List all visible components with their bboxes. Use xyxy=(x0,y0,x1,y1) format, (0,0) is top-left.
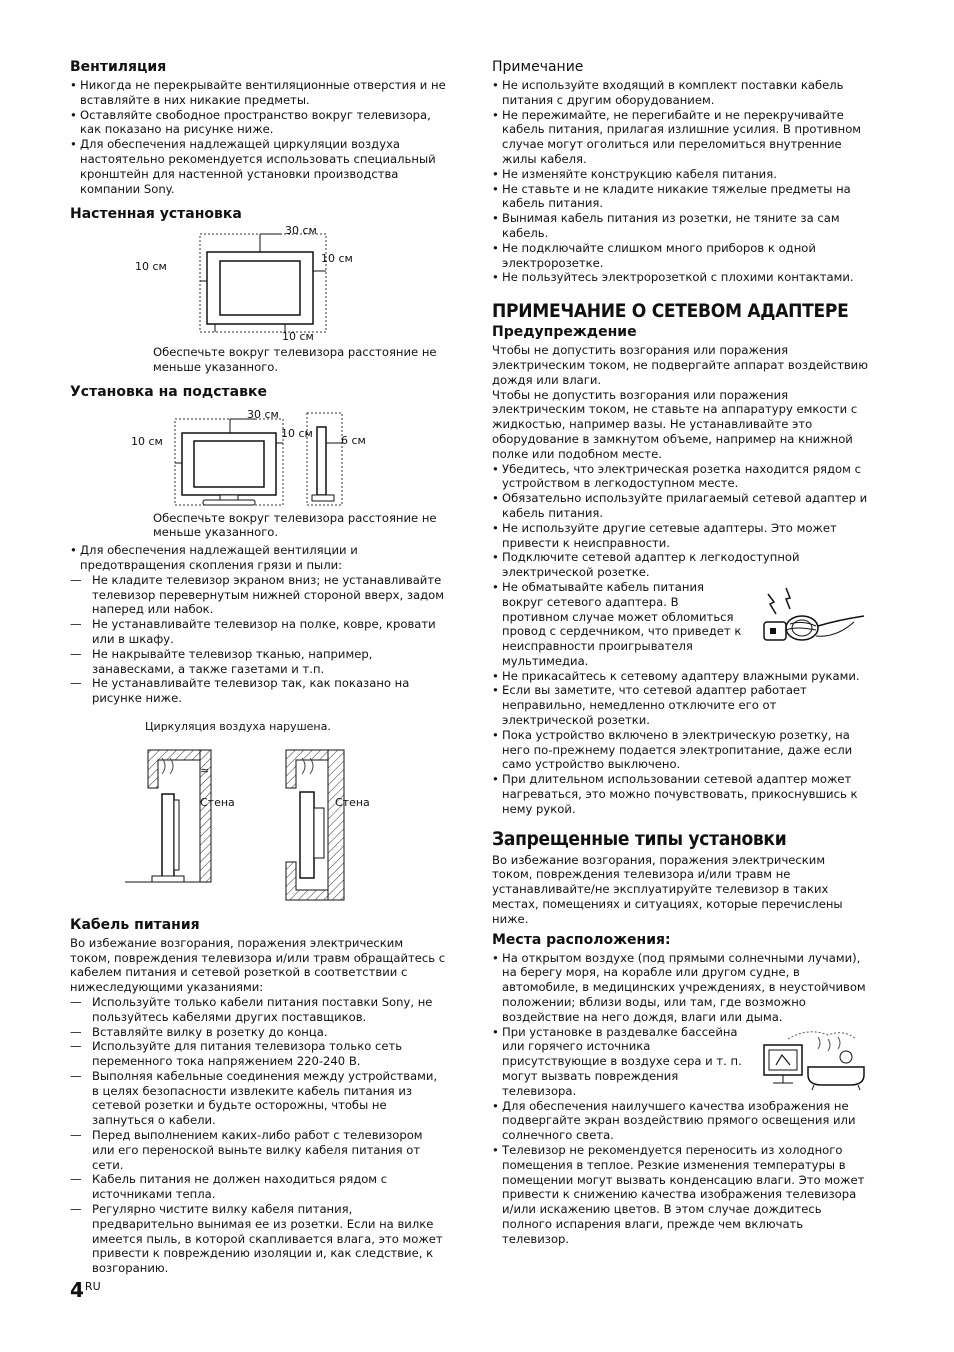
left-column xyxy=(70,58,446,1276)
wall-mount-heading: Настенная установка xyxy=(70,206,242,223)
stand-side-distance: 6 см xyxy=(341,433,366,447)
list-item: • Не изменяйте конструкцию кабеля питания. xyxy=(492,167,868,182)
list-item: • Никогда не перекрывайте вентиляционные отверстия и не вставляйте в них никакие предметы. xyxy=(70,78,446,108)
adapter-cable-illustration xyxy=(750,582,868,648)
power-cable-heading: Кабель питания xyxy=(70,916,200,933)
wall-label-left: Стена xyxy=(200,795,235,809)
places-heading: Места расположения: xyxy=(492,931,671,948)
list-item: • При установке в раздевалке бассейна или горячего источника присутствующие в воздухе сера и т. п. могут вызвать повреждения телевизора. xyxy=(492,1025,868,1099)
forbidden-heading: Запрещенные типы установки xyxy=(492,827,787,850)
wall-top-distance: 30 см xyxy=(285,225,317,238)
list-item: — Кабель питания не должен находиться рядом с источниками тепла. xyxy=(70,1172,446,1202)
ventilation-heading: Вентиляция xyxy=(70,59,167,75)
list-item: — Регулярно чистите вилку кабеля питания, предварительно вынимая ее из розетки. Если на вилке имеется пыль, в которой скапливается влага, это может привести к повреждению изоляции и, как следствие, к возгоранию. xyxy=(70,1202,446,1276)
dust-intro: Для обеспечения надлежащей вентиляции и предотвращения скопления грязи и пыли: xyxy=(80,543,358,572)
list-item: • На открытом воздухе (под прямыми солнечными лучами), на берегу моря, на корабле или другом судне, в автомобиле, в медицинских учреждениях, в неустойчивом положении; вблизи воды, или там, где возможно воздействие на него дождя, влаги или дыма. xyxy=(492,951,868,1025)
wall-left-distance: 10 см xyxy=(135,260,167,274)
list-item: — Не кладите телевизор экраном вниз; не устанавливайте телевизор перевернутым нижней стороной вверх, задом наперед или набок. xyxy=(70,573,446,617)
power-cable-list xyxy=(70,995,446,1276)
right-column xyxy=(492,58,868,1247)
power-cable-intro: Во избежание возгорания, поражения электрическим током, повреждения телевизора и/или травм обращайтесь с кабелем питания и сетевой розеткой в соответствии с нижеследующими указаниями: xyxy=(70,935,446,995)
list-item: • Вынимая кабель питания из розетки, не тяните за сам кабель. xyxy=(492,211,868,241)
list-item: — Используйте для питания телевизора только сеть переменного тока напряжением 220-240 В. xyxy=(70,1039,446,1069)
wall-bottom-distance: 10 см xyxy=(282,330,314,342)
stand-left-distance: 10 см xyxy=(131,434,163,448)
list-item: • Не подключайте слишком много приборов к одной электророзетке. xyxy=(492,241,868,271)
page-number: $4^{RU}$ xyxy=(70,1278,101,1302)
list-item: • Для обеспечения надлежащей циркуляции воздуха настоятельно рекомендуется использовать специальный кронштейн для настенной установки производства компании Sony. xyxy=(70,137,446,196)
list-item: • Телевизор не рекомендуется переносить из холодного помещения в теплое. Резкие изменения температуры в помещении могут вызвать конденсацию влаги. Это может привести к снижению качества изображения телевизора и/или искажению цветов. В этом случае дождитесь полного испарения влаги, прежде чем включать телевизор. xyxy=(492,1143,868,1247)
wall-right-distance: 10 см xyxy=(321,252,353,266)
note-list xyxy=(492,78,868,285)
list-item: • Не используйте входящий в комплект поставки кабель питания с другим оборудованием. xyxy=(492,78,868,108)
places-list xyxy=(492,951,868,1247)
list-item: • Пока устройство включено в электрическую розетку, на него по-прежнему подается электропитание, даже если само устройство выключено. xyxy=(492,728,868,772)
list-item: • Не используйте другие сетевые адаптеры. Это может привести к неисправности. xyxy=(492,521,868,551)
list-item: — Вставляйте вилку в розетку до конца. xyxy=(70,1025,446,1040)
air-circulation-figure xyxy=(70,712,446,906)
ventilation-list xyxy=(70,78,446,196)
warning-text-1: Чтобы не допустить возгорания или поражения электрическим током, не подвергайте аппарат воздействию дождя или влаги. xyxy=(492,343,868,387)
bath-tv-illustration xyxy=(758,1027,868,1093)
list-item: — Перед выполнением каких-либо работ с телевизором или его переноской выньте вилку кабеля питания от сети. xyxy=(70,1128,446,1172)
wall-mount-caption: Обеспечьте вокруг телевизора расстояние не меньше указанного. xyxy=(153,345,437,374)
stand-figure xyxy=(70,403,446,511)
list-item: • Обязательно используйте прилагаемый сетевой адаптер и кабель питания. xyxy=(492,491,868,521)
forbidden-text: Во избежание возгорания, поражения электрическим током, повреждения телевизора и/или травм не устанавливайте/не эксплуатируйте телевизор в таких местах, помещениях и ситуациях, которые перечислены ниже. xyxy=(492,852,843,926)
list-item: • Не пережимайте, не перегибайте и не перекручивайте кабель питания, прилагая излишние усилия. В противном случае могут оголиться или переломиться внутренние жилы кабеля. xyxy=(492,108,868,167)
list-item: — Не накрывайте телевизор тканью, например, занавесками, а также газетами и т.п. xyxy=(70,647,446,677)
warning-text-2: Чтобы не допустить возгорания или поражения электрическим током, не ставьте на аппаратуру емкости с жидкостью, например вазы. Не устанавливайте это оборудование в замкнутом объеме, например на книжной полке или подобном месте. xyxy=(492,387,858,461)
list-item: • Не ставьте и не кладите никакие тяжелые предметы на кабель питания. xyxy=(492,182,868,212)
list-item: • Оставляйте свободное пространство вокруг телевизора, как показано на рисунке ниже. xyxy=(70,108,446,138)
stand-heading: Установка на подставке xyxy=(70,383,267,400)
list-item: • Если вы заметите, что сетевой адаптер работает неправильно, немедленно отключите его от электрической розетки. xyxy=(492,683,868,727)
list-item: • Не обматывайте кабель питания вокруг сетевого адаптера. В противном случае может обломиться провод с сердечником, что приведет к неисправности проигрывателя мультимедиа. xyxy=(492,580,868,669)
list-item: — Выполняя кабельные соединения между устройствами, в целях безопасности извлеките кабель питания из сетевой розетки и будьте осторожны, чтобы не запнуться о кабели. xyxy=(70,1069,446,1128)
adapter-list xyxy=(492,462,868,817)
list-item: • Не пользуйтесь электророзеткой с плохими контактами. xyxy=(492,270,868,285)
list-item: — Используйте только кабели питания поставки Sony, не пользуйтесь кабелями других поставщиков. xyxy=(70,995,446,1025)
stand-top-distance: 30 см xyxy=(247,407,279,421)
list-item: • Для обеспечения наилучшего качества изображения не подвергайте экран воздействию прямого освещения или солнечного света. xyxy=(492,1099,868,1143)
list-item: — Не устанавливайте телевизор так, как показано на рисунке ниже. xyxy=(70,676,446,706)
warning-heading: Предупреждение xyxy=(492,324,637,341)
note-heading: Примечание xyxy=(492,59,584,75)
list-item xyxy=(70,543,446,706)
air-flow-icon: ≈ xyxy=(200,763,210,777)
stand-caption: Обеспечьте вокруг телевизора расстояние не меньше указанного. xyxy=(153,510,437,540)
wall-mount-figure xyxy=(70,225,446,345)
adapter-heading: ПРИМЕЧАНИЕ О СЕТЕВОМ АДАПТЕРЕ xyxy=(492,300,849,323)
list-item: — Не устанавливайте телевизор на полке, ковре, кровати или в шкафу. xyxy=(70,617,446,647)
stand-right-distance: 10 см xyxy=(281,426,313,440)
list-item: • Подключите сетевой адаптер к легкодоступной электрической розетке. xyxy=(492,550,868,580)
dust-list xyxy=(70,543,446,706)
page-lang: RU xyxy=(84,1280,101,1293)
list-item: • Не прикасайтесь к сетевому адаптеру влажными руками. xyxy=(492,669,868,684)
list-item: • При длительном использовании сетевой адаптер может нагреваться, это можно почувствовать, прикоснувшись к нему рукой. xyxy=(492,772,868,816)
list-item: • Убедитесь, что электрическая розетка находится рядом с устройством в легкодоступном месте. xyxy=(492,462,868,492)
wall-label-right: Стена xyxy=(335,795,370,809)
air-circulation-caption: Циркуляция воздуха нарушена. xyxy=(145,719,331,733)
